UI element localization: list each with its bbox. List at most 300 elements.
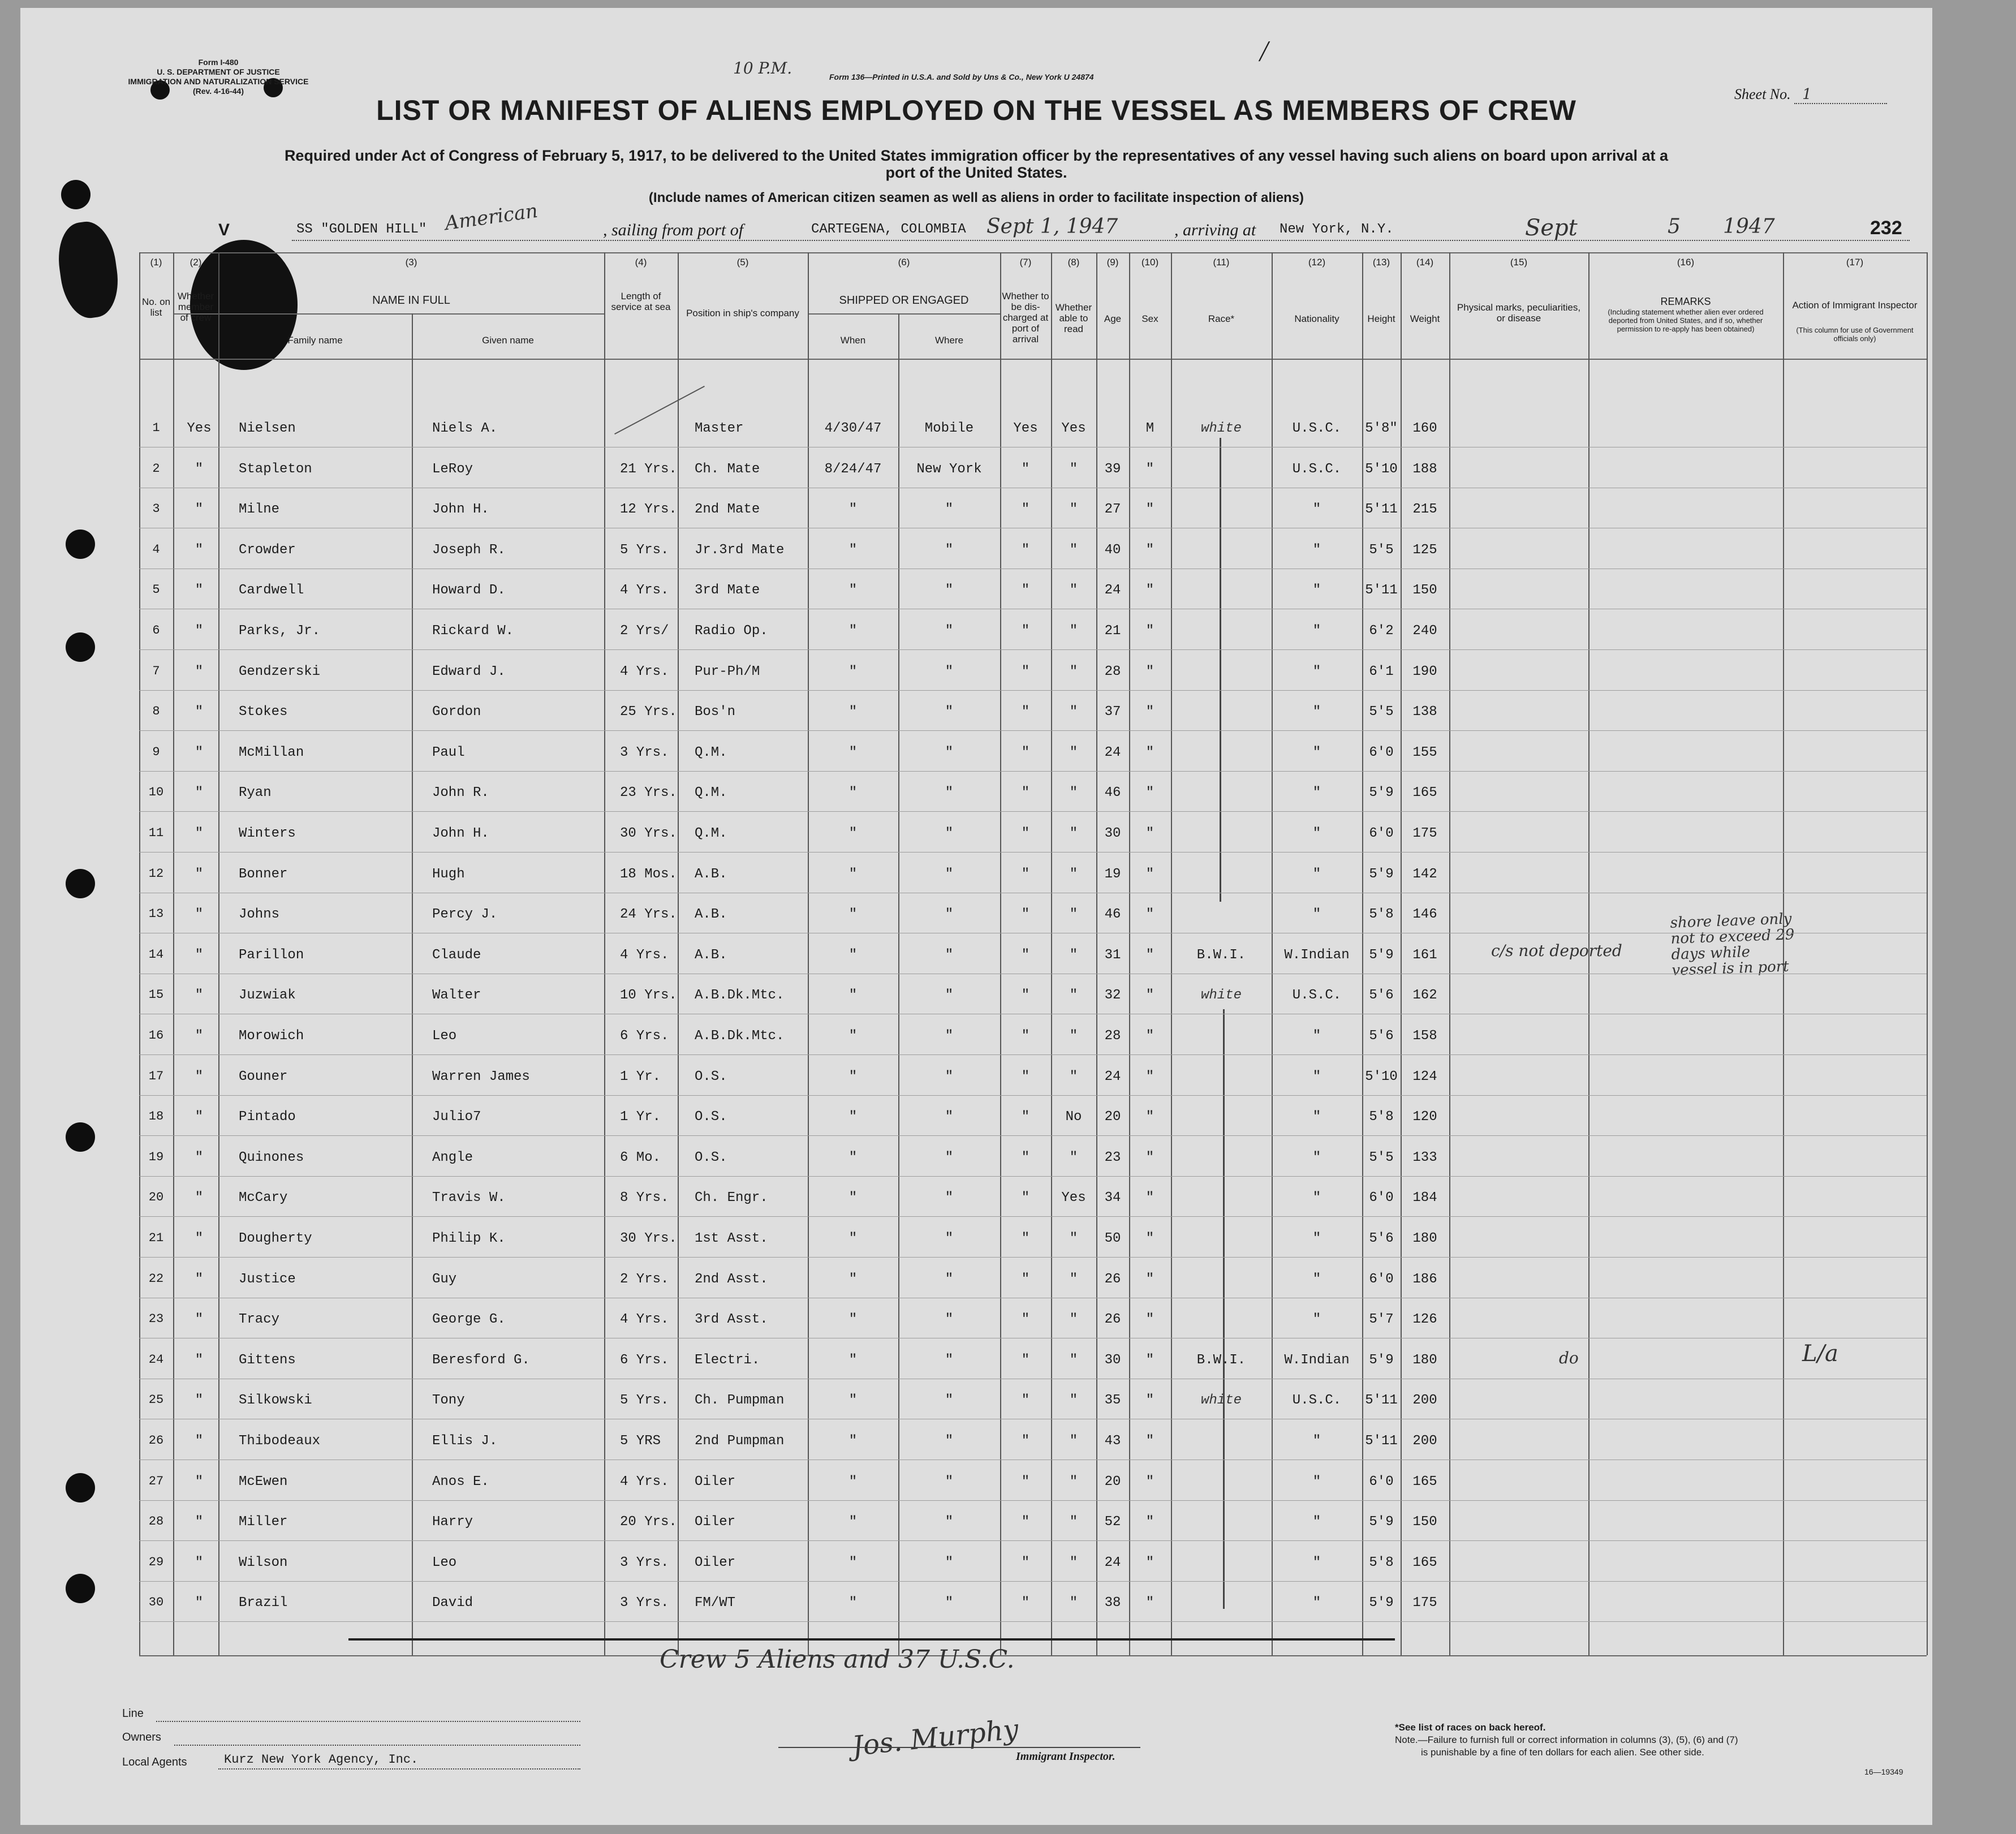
length-of-service-cell: 3 Yrs. — [620, 744, 669, 760]
family-name-cell: Juzwiak — [239, 988, 296, 1004]
corner-mark: ╱ — [1259, 42, 1270, 61]
given-name-cell: Walter — [432, 988, 481, 1004]
length-of-service-cell: 4 Yrs. — [620, 1312, 669, 1328]
height-cell: 5'11 — [1365, 502, 1398, 518]
length-of-service-cell: 6 Yrs. — [620, 1352, 669, 1368]
sex-cell: " — [1145, 1271, 1155, 1287]
crew-member-flag-cell: " — [195, 583, 204, 599]
shipped-where-cell: " — [945, 623, 954, 639]
crew-member-flag-cell: " — [195, 1595, 204, 1611]
able-to-read-cell: " — [1069, 502, 1078, 518]
inspector-rule — [778, 1747, 1140, 1748]
position-cell: Bos'n — [695, 704, 736, 720]
crew-member-flag-cell: " — [195, 1069, 204, 1084]
header-action-title: Action of Immigrant Inspector — [1792, 300, 1918, 311]
row-number-cell: 12 — [148, 866, 164, 881]
weight-cell: 215 — [1412, 502, 1437, 518]
given-name-cell: Angle — [432, 1150, 473, 1165]
given-name-cell: Hugh — [432, 866, 465, 882]
printer-line: Form 136—Printed in U.S.A. and Sold by Uns & Co., New York U 24874 — [829, 72, 1094, 81]
length-of-service-cell: 20 Yrs. — [620, 1514, 677, 1530]
weight-cell: 161 — [1412, 947, 1437, 963]
col-divider — [898, 313, 899, 1655]
nationality-cell: " — [1312, 785, 1321, 801]
header-shipped-engaged: SHIPPED OR ENGAGED — [839, 294, 969, 307]
sheet-number: 1 — [1794, 86, 1887, 104]
col-number: (13) — [1372, 257, 1390, 268]
sex-cell: " — [1145, 907, 1155, 923]
crew-member-flag-cell: " — [195, 461, 204, 477]
row-rule — [139, 852, 1927, 853]
row-rule — [139, 1581, 1927, 1582]
arrival-date-month: Sept — [1525, 215, 1578, 241]
to-be-discharged-cell: " — [1021, 744, 1030, 760]
physical-marks-note: do — [1559, 1349, 1579, 1367]
nationality-cell: " — [1312, 704, 1321, 720]
shipped-when-cell: " — [848, 785, 858, 801]
to-be-discharged-cell: " — [1021, 988, 1030, 1004]
row-number-cell: 9 — [152, 744, 160, 759]
header-able-read: Whether able to read — [1055, 302, 1092, 334]
nationality-cell: U.S.C. — [1292, 421, 1342, 436]
col-divider — [1449, 252, 1450, 1655]
height-cell: 5'9 — [1369, 785, 1394, 801]
footer-line-label: Line — [122, 1707, 144, 1720]
age-cell: 23 — [1104, 1150, 1121, 1165]
nationality-cell: " — [1312, 1231, 1321, 1246]
crew-member-flag-cell: " — [195, 1393, 204, 1409]
able-to-read-cell: Yes — [1061, 1190, 1086, 1206]
arrival-date-day: 5 — [1668, 215, 1681, 238]
row-number-cell: 13 — [148, 907, 164, 922]
to-be-discharged-cell: " — [1021, 461, 1030, 477]
height-cell: 5'9 — [1369, 1514, 1394, 1530]
to-be-discharged-cell: " — [1021, 1271, 1030, 1287]
row-rule — [139, 771, 1927, 772]
able-to-read-cell: " — [1069, 1474, 1078, 1489]
col-divider — [678, 252, 679, 1655]
sex-cell: " — [1145, 1069, 1155, 1084]
given-name-cell: Paul — [432, 744, 465, 760]
shipped-when-cell: " — [848, 623, 858, 639]
to-be-discharged-cell: " — [1021, 1190, 1030, 1206]
age-cell: 27 — [1104, 502, 1121, 518]
sex-cell: " — [1145, 623, 1155, 639]
crew-member-flag-cell: " — [195, 704, 204, 720]
given-name-cell: Joseph R. — [432, 542, 506, 558]
header-age: Age — [1104, 313, 1122, 324]
height-cell: 5'10 — [1365, 1069, 1398, 1084]
able-to-read-cell: " — [1069, 907, 1078, 923]
family-name-cell: Miller — [239, 1514, 288, 1530]
footer-owners-rule — [174, 1745, 580, 1746]
crew-member-flag-cell: " — [195, 1352, 204, 1368]
family-name-cell: Stapleton — [239, 461, 312, 477]
col-number: (14) — [1416, 257, 1434, 268]
height-cell: 5'11 — [1365, 583, 1398, 599]
crew-member-flag-cell: Yes — [187, 421, 212, 436]
able-to-read-cell: " — [1069, 1312, 1078, 1328]
col-divider — [1000, 252, 1001, 1655]
voyage-line — [218, 199, 1910, 242]
able-to-read-cell: " — [1069, 947, 1078, 963]
crew-summary: Crew 5 Aliens and 37 U.S.C. — [660, 1645, 1015, 1674]
given-name-cell: Leo — [432, 1028, 457, 1044]
given-name-cell: Claude — [432, 947, 481, 963]
sex-cell: " — [1145, 1312, 1155, 1328]
given-name-cell: John H. — [432, 502, 489, 518]
given-name-cell: Howard D. — [432, 583, 506, 599]
weight-cell: 138 — [1412, 704, 1437, 720]
race-cell: B.W.I. — [1196, 947, 1246, 963]
family-name-cell: Parks, Jr. — [239, 623, 321, 639]
shipped-when-cell: " — [848, 542, 858, 558]
length-of-service-cell: 10 Yrs. — [620, 988, 677, 1004]
crew-member-flag-cell: " — [195, 664, 204, 679]
col-divider — [1927, 252, 1928, 1655]
table-bottom-rule — [139, 1655, 1927, 1656]
shipped-when-cell: " — [848, 1595, 858, 1611]
sex-cell: " — [1145, 1231, 1155, 1246]
weight-cell: 165 — [1412, 1474, 1437, 1489]
weight-cell: 158 — [1412, 1028, 1437, 1044]
able-to-read-cell: " — [1069, 1555, 1078, 1570]
sex-cell: " — [1145, 583, 1155, 599]
height-cell: 5'9 — [1369, 1352, 1394, 1368]
length-of-service-cell: 23 Yrs. — [620, 785, 677, 801]
nationality-cell: " — [1312, 502, 1321, 518]
sex-cell: " — [1145, 1028, 1155, 1044]
subtitle-line: port of the United States. — [885, 164, 1067, 181]
height-cell: 5'7 — [1369, 1312, 1394, 1328]
age-cell: 26 — [1104, 1312, 1121, 1328]
nationality-cell: " — [1312, 1474, 1321, 1489]
row-number-cell: 7 — [152, 664, 160, 678]
row-number-cell: 23 — [148, 1312, 164, 1327]
col-number: (9) — [1106, 257, 1119, 268]
given-name-cell: Rickard W. — [432, 623, 514, 639]
position-cell: A.B. — [695, 947, 727, 963]
height-cell: 5'5 — [1369, 704, 1394, 720]
shipped-when-cell: " — [848, 1231, 858, 1246]
header-remarks-title: REMARKS — [1660, 296, 1711, 307]
age-cell: 20 — [1104, 1109, 1121, 1125]
nationality-cell: " — [1312, 1312, 1321, 1328]
shipped-where-cell: " — [945, 1352, 954, 1368]
weight-cell: 180 — [1412, 1352, 1437, 1368]
nationality-cell: " — [1312, 542, 1321, 558]
col-divider — [139, 252, 140, 1655]
height-cell: 5'5 — [1369, 542, 1394, 558]
shipped-when-cell: " — [848, 907, 858, 923]
sex-cell: " — [1145, 866, 1155, 882]
form-code: 16—19349 — [1864, 1767, 1903, 1776]
position-cell: Electri. — [695, 1352, 760, 1368]
nationality-cell: " — [1312, 1069, 1321, 1084]
weight-cell: 175 — [1412, 826, 1437, 841]
nationality-cell: " — [1312, 1150, 1321, 1165]
to-be-discharged-cell: " — [1021, 542, 1030, 558]
shipped-where-cell: " — [945, 704, 954, 720]
able-to-read-cell: " — [1069, 664, 1078, 679]
family-name-cell: Brazil — [239, 1595, 288, 1611]
length-of-service-cell: 12 Yrs. — [620, 502, 677, 518]
age-cell: 40 — [1104, 542, 1121, 558]
row-rule — [139, 811, 1927, 812]
age-cell: 50 — [1104, 1231, 1121, 1246]
sex-cell: " — [1145, 1109, 1155, 1125]
col-number: (6) — [898, 257, 910, 268]
given-name-cell: Gordon — [432, 704, 481, 720]
given-name-cell: Leo — [432, 1555, 457, 1570]
header-where: Where — [934, 335, 964, 346]
header-bottom-rule — [139, 359, 1927, 360]
form-id-block — [117, 58, 320, 96]
position-cell: Pur-Ph/M — [695, 664, 760, 679]
given-name-cell: Percy J. — [432, 907, 498, 923]
nationality-cell: " — [1312, 1271, 1321, 1287]
weight-cell: 142 — [1412, 866, 1437, 882]
page-title: LIST OR MANIFEST OF ALIENS EMPLOYED ON THE VESSEL AS MEMBERS OF CREW — [376, 94, 1576, 126]
weight-cell: 146 — [1412, 907, 1437, 923]
able-to-read-cell: " — [1069, 1069, 1078, 1084]
row-rule — [139, 1176, 1927, 1177]
length-of-service-cell: 4 Yrs. — [620, 664, 669, 679]
length-of-service-cell: 3 Yrs. — [620, 1555, 669, 1570]
shipped-where-cell: " — [945, 1393, 954, 1409]
given-name-cell: Niels A. — [432, 421, 498, 436]
crew-member-flag-cell: " — [195, 1271, 204, 1287]
family-name-cell: Johns — [239, 907, 280, 923]
sex-cell: " — [1145, 1595, 1155, 1611]
crew-member-flag-cell: " — [195, 907, 204, 923]
to-be-discharged-cell: " — [1021, 947, 1030, 963]
sex-cell: " — [1145, 542, 1155, 558]
col-divider — [1171, 252, 1172, 1655]
shipped-where-cell: " — [945, 1150, 954, 1165]
row-number-cell: 28 — [148, 1514, 164, 1529]
age-cell: 32 — [1104, 988, 1121, 1004]
to-be-discharged-cell: " — [1021, 1028, 1030, 1044]
vessel-prefix: V — [218, 221, 230, 239]
row-rule — [139, 1257, 1927, 1258]
shipped-when-cell: " — [848, 1109, 858, 1125]
sex-cell: " — [1145, 1150, 1155, 1165]
footer-owners-label: Owners — [122, 1731, 161, 1743]
age-cell: 43 — [1104, 1433, 1121, 1449]
sex-cell: " — [1145, 1474, 1155, 1489]
header-nationality: Nationality — [1294, 313, 1339, 324]
col-number: (1) — [150, 257, 162, 268]
to-be-discharged-cell: Yes — [1013, 421, 1038, 436]
given-name-cell: David — [432, 1595, 473, 1611]
nationality-cell: " — [1312, 583, 1321, 599]
able-to-read-cell: " — [1069, 785, 1078, 801]
nationality-cell: " — [1312, 907, 1321, 923]
nationality-cell: " — [1312, 1109, 1321, 1125]
height-cell: 6'0 — [1369, 1190, 1394, 1206]
col-number: (17) — [1846, 257, 1864, 268]
col-divider — [1096, 252, 1097, 1655]
row-rule — [139, 730, 1927, 731]
age-cell: 24 — [1104, 1555, 1121, 1570]
age-cell: 26 — [1104, 1271, 1121, 1287]
to-be-discharged-cell: " — [1021, 1514, 1030, 1530]
row-rule — [139, 690, 1927, 691]
row-rule — [139, 1095, 1927, 1096]
position-cell: Jr.3rd Mate — [695, 542, 785, 558]
row-number-cell: 19 — [148, 1150, 164, 1164]
shipped-where-cell: " — [945, 583, 954, 599]
family-name-cell: Nielsen — [239, 421, 296, 436]
to-be-discharged-cell: " — [1021, 1433, 1030, 1449]
sex-cell: M — [1145, 421, 1155, 436]
row-number-cell: 3 — [152, 502, 160, 516]
age-cell: 46 — [1104, 907, 1121, 923]
col-divider — [1272, 252, 1273, 1655]
height-cell: 5'11 — [1365, 1433, 1398, 1449]
family-name-cell: Dougherty — [239, 1231, 312, 1246]
given-name-cell: Anos E. — [432, 1474, 489, 1489]
crew-member-flag-cell: " — [195, 1190, 204, 1206]
col-number: (3) — [405, 257, 417, 268]
family-name-cell: Tracy — [239, 1312, 280, 1328]
position-cell: 3rd Mate — [695, 583, 760, 599]
col-divider — [1362, 252, 1363, 1655]
crew-member-flag-cell: " — [195, 1109, 204, 1125]
col-number: (4) — [635, 257, 647, 268]
table-top-rule — [139, 252, 1927, 253]
shipped-where-cell: " — [945, 907, 954, 923]
nationality-cell: " — [1312, 826, 1321, 841]
sex-cell: " — [1145, 947, 1155, 963]
row-number-cell: 15 — [148, 988, 164, 1002]
sex-cell: " — [1145, 988, 1155, 1004]
to-be-discharged-cell: " — [1021, 826, 1030, 841]
weight-cell: 155 — [1412, 744, 1437, 760]
length-of-service-cell: 4 Yrs. — [620, 947, 669, 963]
crew-member-flag-cell: " — [195, 826, 204, 841]
height-cell: 6'0 — [1369, 744, 1394, 760]
height-cell: 5'11 — [1365, 1393, 1398, 1409]
sex-cell: " — [1145, 744, 1155, 760]
height-cell: 5'9 — [1369, 1595, 1394, 1611]
sex-cell: " — [1145, 1514, 1155, 1530]
age-cell: 31 — [1104, 947, 1121, 963]
shipped-where-cell: " — [945, 1474, 954, 1489]
length-of-service-cell: 30 Yrs. — [620, 1231, 677, 1246]
nationality-cell: " — [1312, 1190, 1321, 1206]
shipped-when-cell: " — [848, 1069, 858, 1084]
height-cell: 6'1 — [1369, 664, 1394, 679]
shipped-where-cell: Mobile — [924, 421, 974, 436]
given-name-cell: John H. — [432, 826, 489, 841]
able-to-read-cell: " — [1069, 1514, 1078, 1530]
crew-member-flag-cell: " — [195, 744, 204, 760]
col-number: (12) — [1308, 257, 1326, 268]
header-action-sub: (This column for use of Government officials only) — [1796, 326, 1914, 343]
sex-cell: " — [1145, 1352, 1155, 1368]
col-divider — [808, 252, 809, 1655]
row-number-cell: 10 — [148, 785, 164, 800]
shipped-when-cell: " — [848, 1514, 858, 1530]
punch-hole — [66, 529, 95, 559]
sex-cell: " — [1145, 1190, 1155, 1206]
shipped-where-cell: " — [945, 1109, 954, 1125]
header-position: Position in ship's company — [686, 308, 799, 318]
position-cell: Ch. Engr. — [695, 1190, 768, 1206]
to-be-discharged-cell: " — [1021, 907, 1030, 923]
height-cell: 5'8 — [1369, 1109, 1394, 1125]
height-cell: 6'2 — [1369, 623, 1394, 639]
col-number: (11) — [1213, 257, 1230, 268]
col-number: (8) — [1067, 257, 1080, 268]
row-number-cell: 5 — [152, 583, 160, 597]
age-cell: 24 — [1104, 583, 1121, 599]
length-of-service-cell: 1 Yr. — [620, 1109, 661, 1125]
punch-hole — [66, 1473, 95, 1502]
length-of-service-cell: 3 Yrs. — [620, 1595, 669, 1611]
position-cell: A.B.Dk.Mtc. — [695, 988, 785, 1004]
age-cell: 30 — [1104, 826, 1121, 841]
age-cell: 46 — [1104, 785, 1121, 801]
shipped-when-cell: " — [848, 1150, 858, 1165]
doc-number: 232 — [1870, 217, 1902, 239]
crew-member-flag-cell: " — [195, 947, 204, 963]
sex-cell: " — [1145, 1433, 1155, 1449]
shipped-where-cell: " — [945, 502, 954, 518]
length-of-service-cell: 6 Mo. — [620, 1150, 661, 1165]
col-number: (16) — [1677, 257, 1695, 268]
row-number-cell: 17 — [148, 1069, 164, 1083]
position-cell: 1st Asst. — [695, 1231, 768, 1246]
nationality-cell: " — [1312, 1028, 1321, 1044]
height-cell: 5'10 — [1365, 461, 1398, 477]
to-be-discharged-cell: " — [1021, 1474, 1030, 1489]
family-name-cell: Crowder — [239, 542, 296, 558]
to-be-discharged-cell: " — [1021, 866, 1030, 882]
nationality-cell: " — [1312, 1433, 1321, 1449]
shipped-when-cell: " — [848, 704, 858, 720]
voyage-dotted-rule — [292, 240, 1910, 241]
position-cell: O.S. — [695, 1069, 727, 1084]
race-ditto-stroke — [1220, 438, 1221, 902]
family-name-cell: Pintado — [239, 1109, 296, 1125]
able-to-read-cell: " — [1069, 1231, 1078, 1246]
sex-cell: " — [1145, 1393, 1155, 1409]
row-number-cell: 22 — [148, 1271, 164, 1286]
position-cell: Oiler — [695, 1514, 736, 1530]
shipped-when-cell: 4/30/47 — [824, 421, 882, 436]
weight-cell: 200 — [1412, 1433, 1437, 1449]
given-name-cell: Travis W. — [432, 1190, 506, 1206]
to-be-discharged-cell: " — [1021, 1352, 1030, 1368]
sex-cell: " — [1145, 1555, 1155, 1570]
family-name-cell: Bonner — [239, 866, 288, 882]
age-cell: 28 — [1104, 1028, 1121, 1044]
family-name-cell: McCary — [239, 1190, 288, 1206]
able-to-read-cell: " — [1069, 542, 1078, 558]
sex-cell: " — [1145, 785, 1155, 801]
family-name-cell: Parillon — [239, 947, 304, 963]
position-cell: Q.M. — [695, 744, 727, 760]
age-cell: 38 — [1104, 1595, 1121, 1611]
given-name-cell: Harry — [432, 1514, 473, 1530]
family-name-cell: Stokes — [239, 704, 288, 720]
position-cell: A.B.Dk.Mtc. — [695, 1028, 785, 1044]
family-name-cell: McEwen — [239, 1474, 288, 1489]
col-divider — [173, 252, 174, 1655]
